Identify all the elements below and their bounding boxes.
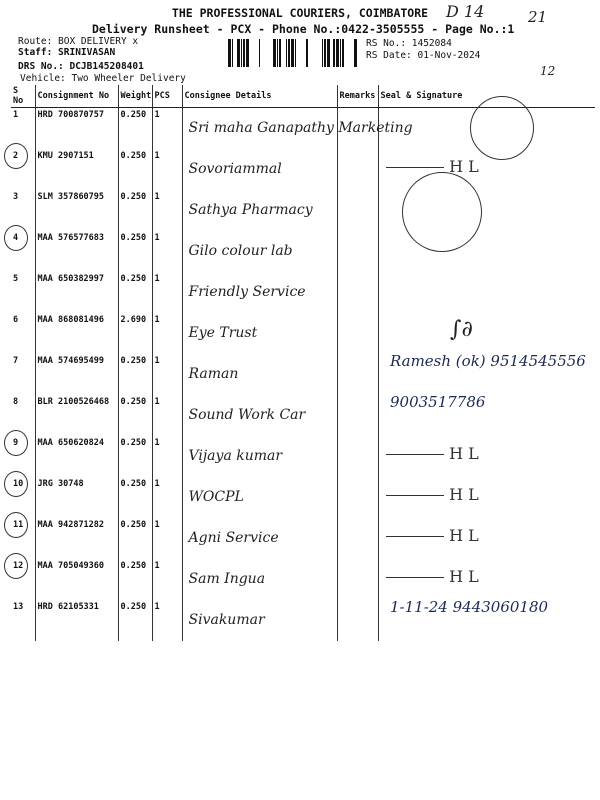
barcode-bar <box>342 39 344 67</box>
cell-consignment: SLM 357860795 <box>35 190 118 231</box>
company-stamp <box>470 96 534 160</box>
handwritten-consignee: Sam Ingua <box>188 571 266 587</box>
cell-pcs: 1 <box>152 477 182 518</box>
cell-sno: 7 <box>13 356 19 366</box>
cell-pcs: 1 <box>152 272 182 313</box>
cell-sno: 3 <box>13 192 19 202</box>
cell-pcs: 1 <box>152 354 182 395</box>
row-number-circle <box>4 512 28 538</box>
col-consignee: Consignee Details <box>182 85 337 108</box>
cell-consignee <box>182 149 337 190</box>
cell-consignment: HRD 62105331 <box>35 600 118 641</box>
handwritten-signature-note: 1-11-24 9443060180 <box>390 598 549 616</box>
cell-weight: 0.250 <box>118 108 152 150</box>
handwritten-annotation: 12 <box>540 64 556 78</box>
cell-remarks <box>337 518 378 559</box>
cell-consignee <box>182 395 337 436</box>
cell-weight: 0.250 <box>118 272 152 313</box>
cell-seal-signature <box>378 272 595 313</box>
barcode-bar <box>295 39 296 67</box>
runsheet-title: Delivery Runsheet - PCX - Phone No.:0422-3505555 - Page No.:1 <box>92 22 515 36</box>
cell-consignee <box>182 559 337 600</box>
cell-weight: 0.250 <box>118 600 152 641</box>
cell-remarks <box>337 272 378 313</box>
handwritten-signature: ∫∂ <box>450 317 473 342</box>
cell-consignee <box>182 518 337 559</box>
table-row <box>11 313 595 354</box>
cell-remarks <box>337 313 378 354</box>
drs-number: DRS No.: DCJB145208401 <box>18 61 144 72</box>
table-row <box>11 272 595 313</box>
staff-label: Staff: SRINIVASAN <box>18 47 116 58</box>
row-number-circle <box>4 225 28 251</box>
barcode <box>228 39 358 67</box>
cell-consignment: MAA 868081496 <box>35 313 118 354</box>
cell-sno: 1 <box>13 110 19 120</box>
barcode-bar <box>291 39 294 67</box>
cell-consignment: BLR 2100526468 <box>35 395 118 436</box>
table-row <box>11 395 595 436</box>
cell-consignment: MAA 574695499 <box>35 354 118 395</box>
handwritten-annotation: D 14 <box>446 2 485 21</box>
company-name: THE PROFESSIONAL COURIERS, COIMBATORE <box>171 6 429 20</box>
barcode-bar <box>279 39 281 67</box>
cell-consignment: MAA 650382997 <box>35 272 118 313</box>
table-row <box>11 477 595 518</box>
cell-pcs: 1 <box>152 518 182 559</box>
barcode-bar <box>228 39 231 67</box>
route-label: Route: BOX DELIVERY x <box>18 36 139 47</box>
cell-pcs: 1 <box>152 149 182 190</box>
cell-weight: 0.250 <box>118 436 152 477</box>
cell-remarks <box>337 600 378 641</box>
cell-consignee <box>182 108 413 150</box>
cell-pcs: 1 <box>152 190 182 231</box>
cell-consignee <box>182 313 337 354</box>
barcode-bar <box>336 39 339 67</box>
cell-weight: 0.250 <box>118 559 152 600</box>
hl-mark: H L <box>386 157 479 176</box>
hl-mark: H L <box>386 567 479 586</box>
barcode-bar <box>322 39 323 67</box>
table-row <box>11 518 595 559</box>
cell-weight: 0.250 <box>118 231 152 272</box>
cell-pcs: 1 <box>152 559 182 600</box>
cell-pcs: 1 <box>152 395 182 436</box>
vehicle-label: Vehicle: Two Wheeler Delivery <box>20 73 186 84</box>
table-row <box>11 231 595 272</box>
cell-remarks <box>337 559 378 600</box>
col-remarks: Remarks <box>337 85 378 108</box>
rs-date: RS Date: 01-Nov-2024 <box>366 50 481 61</box>
cell-remarks <box>337 436 378 477</box>
barcode-bar <box>232 39 233 67</box>
cell-remarks <box>337 395 378 436</box>
handwritten-consignee: Raman <box>188 366 239 382</box>
cell-consignee <box>182 272 337 313</box>
handwritten-consignee: Vijaya kumar <box>188 448 283 464</box>
barcode-bar <box>354 39 357 67</box>
hl-mark: H L <box>386 444 479 463</box>
cell-consignment: MAA 650620824 <box>35 436 118 477</box>
cell-remarks <box>337 477 378 518</box>
rs-number: RS No.: 1452084 <box>366 38 452 49</box>
cell-consignee <box>182 190 337 231</box>
cell-remarks <box>337 231 378 272</box>
cell-sno: 8 <box>13 397 19 407</box>
cell-pcs: 1 <box>152 108 182 150</box>
cell-weight: 0.250 <box>118 518 152 559</box>
cell-pcs: 1 <box>152 436 182 477</box>
handwritten-consignee: Sivakumar <box>188 612 265 628</box>
cell-consignee <box>182 600 337 641</box>
barcode-bar <box>286 39 287 67</box>
handwritten-consignee: Sathya Pharmacy <box>188 202 313 218</box>
barcode-bar <box>306 39 308 67</box>
row-number-circle <box>4 143 28 169</box>
row-number-circle <box>4 430 28 456</box>
cell-consignee <box>182 436 337 477</box>
cell-consignment: JRG 30748 <box>35 477 118 518</box>
table-row <box>11 190 595 231</box>
barcode-bar <box>327 39 330 67</box>
cell-consignee <box>182 477 337 518</box>
handwritten-signature-note: Ramesh (ok) 9514545556 <box>390 352 586 370</box>
cell-consignee <box>182 231 337 272</box>
cell-weight: 2.690 <box>118 313 152 354</box>
cell-remarks <box>337 190 378 231</box>
barcode-bar <box>277 39 278 67</box>
cell-weight: 0.250 <box>118 354 152 395</box>
barcode-bar <box>243 39 245 67</box>
table-row <box>11 436 595 477</box>
handwritten-signature-note: 9003517786 <box>390 393 486 411</box>
barcode-bar <box>333 39 335 67</box>
barcode-bar <box>273 39 276 67</box>
cell-sno: 11 <box>13 520 24 530</box>
cell-consignment: MAA 705049360 <box>35 559 118 600</box>
cell-consignment: MAA 942871282 <box>35 518 118 559</box>
cell-sno: 9 <box>13 438 19 448</box>
cell-remarks <box>337 354 378 395</box>
company-stamp <box>402 172 482 252</box>
cell-sno: 2 <box>13 151 19 161</box>
cell-weight: 0.250 <box>118 395 152 436</box>
barcode-bar <box>259 39 260 67</box>
col-sno: S No <box>11 85 35 108</box>
cell-sno: 6 <box>13 315 19 325</box>
barcode-bar <box>340 39 341 67</box>
row-number-circle <box>4 471 28 497</box>
handwritten-consignee: Friendly Service <box>188 284 306 300</box>
cell-weight: 0.250 <box>118 477 152 518</box>
cell-weight: 0.250 <box>118 190 152 231</box>
cell-pcs: 1 <box>152 231 182 272</box>
cell-consignment: MAA 576577683 <box>35 231 118 272</box>
cell-pcs: 1 <box>152 600 182 641</box>
table-row <box>11 559 595 600</box>
cell-sno: 5 <box>13 274 19 284</box>
handwritten-consignee: WOCPL <box>188 489 244 505</box>
col-weight: Weight <box>118 85 152 108</box>
hl-mark: H L <box>386 526 479 545</box>
col-pcs: PCS <box>152 85 182 108</box>
hl-mark: H L <box>386 485 479 504</box>
barcode-bar <box>288 39 290 67</box>
cell-consignee <box>182 354 337 395</box>
barcode-bar <box>241 39 242 67</box>
barcode-bar <box>237 39 240 67</box>
handwritten-consignee: Gilo colour lab <box>188 243 293 259</box>
barcode-bar <box>324 39 326 67</box>
row-number-circle <box>4 553 28 579</box>
cell-remarks <box>337 149 378 190</box>
cell-sno: 12 <box>13 561 24 571</box>
handwritten-consignee: Agni Service <box>188 530 279 546</box>
cell-consignment: HRD 700870757 <box>35 108 118 150</box>
handwritten-consignee: Sound Work Car <box>188 407 306 423</box>
cell-sno: 13 <box>13 602 24 612</box>
cell-consignment: KMU 2907151 <box>35 149 118 190</box>
col-consignment: Consignment No <box>35 85 118 108</box>
col-seal-signature: Seal & Signature <box>378 85 595 108</box>
handwritten-annotation: 21 <box>528 8 548 26</box>
handwritten-consignee: Sovoriammal <box>188 161 282 177</box>
barcode-bar <box>246 39 249 67</box>
cell-weight: 0.250 <box>118 149 152 190</box>
handwritten-consignee: Sri maha Ganapathy Marketing <box>188 120 413 136</box>
handwritten-consignee: Eye Trust <box>188 325 258 341</box>
cell-sno: 4 <box>13 233 19 243</box>
cell-seal-signature <box>378 313 595 354</box>
cell-pcs: 1 <box>152 313 182 354</box>
cell-sno: 10 <box>13 479 24 489</box>
